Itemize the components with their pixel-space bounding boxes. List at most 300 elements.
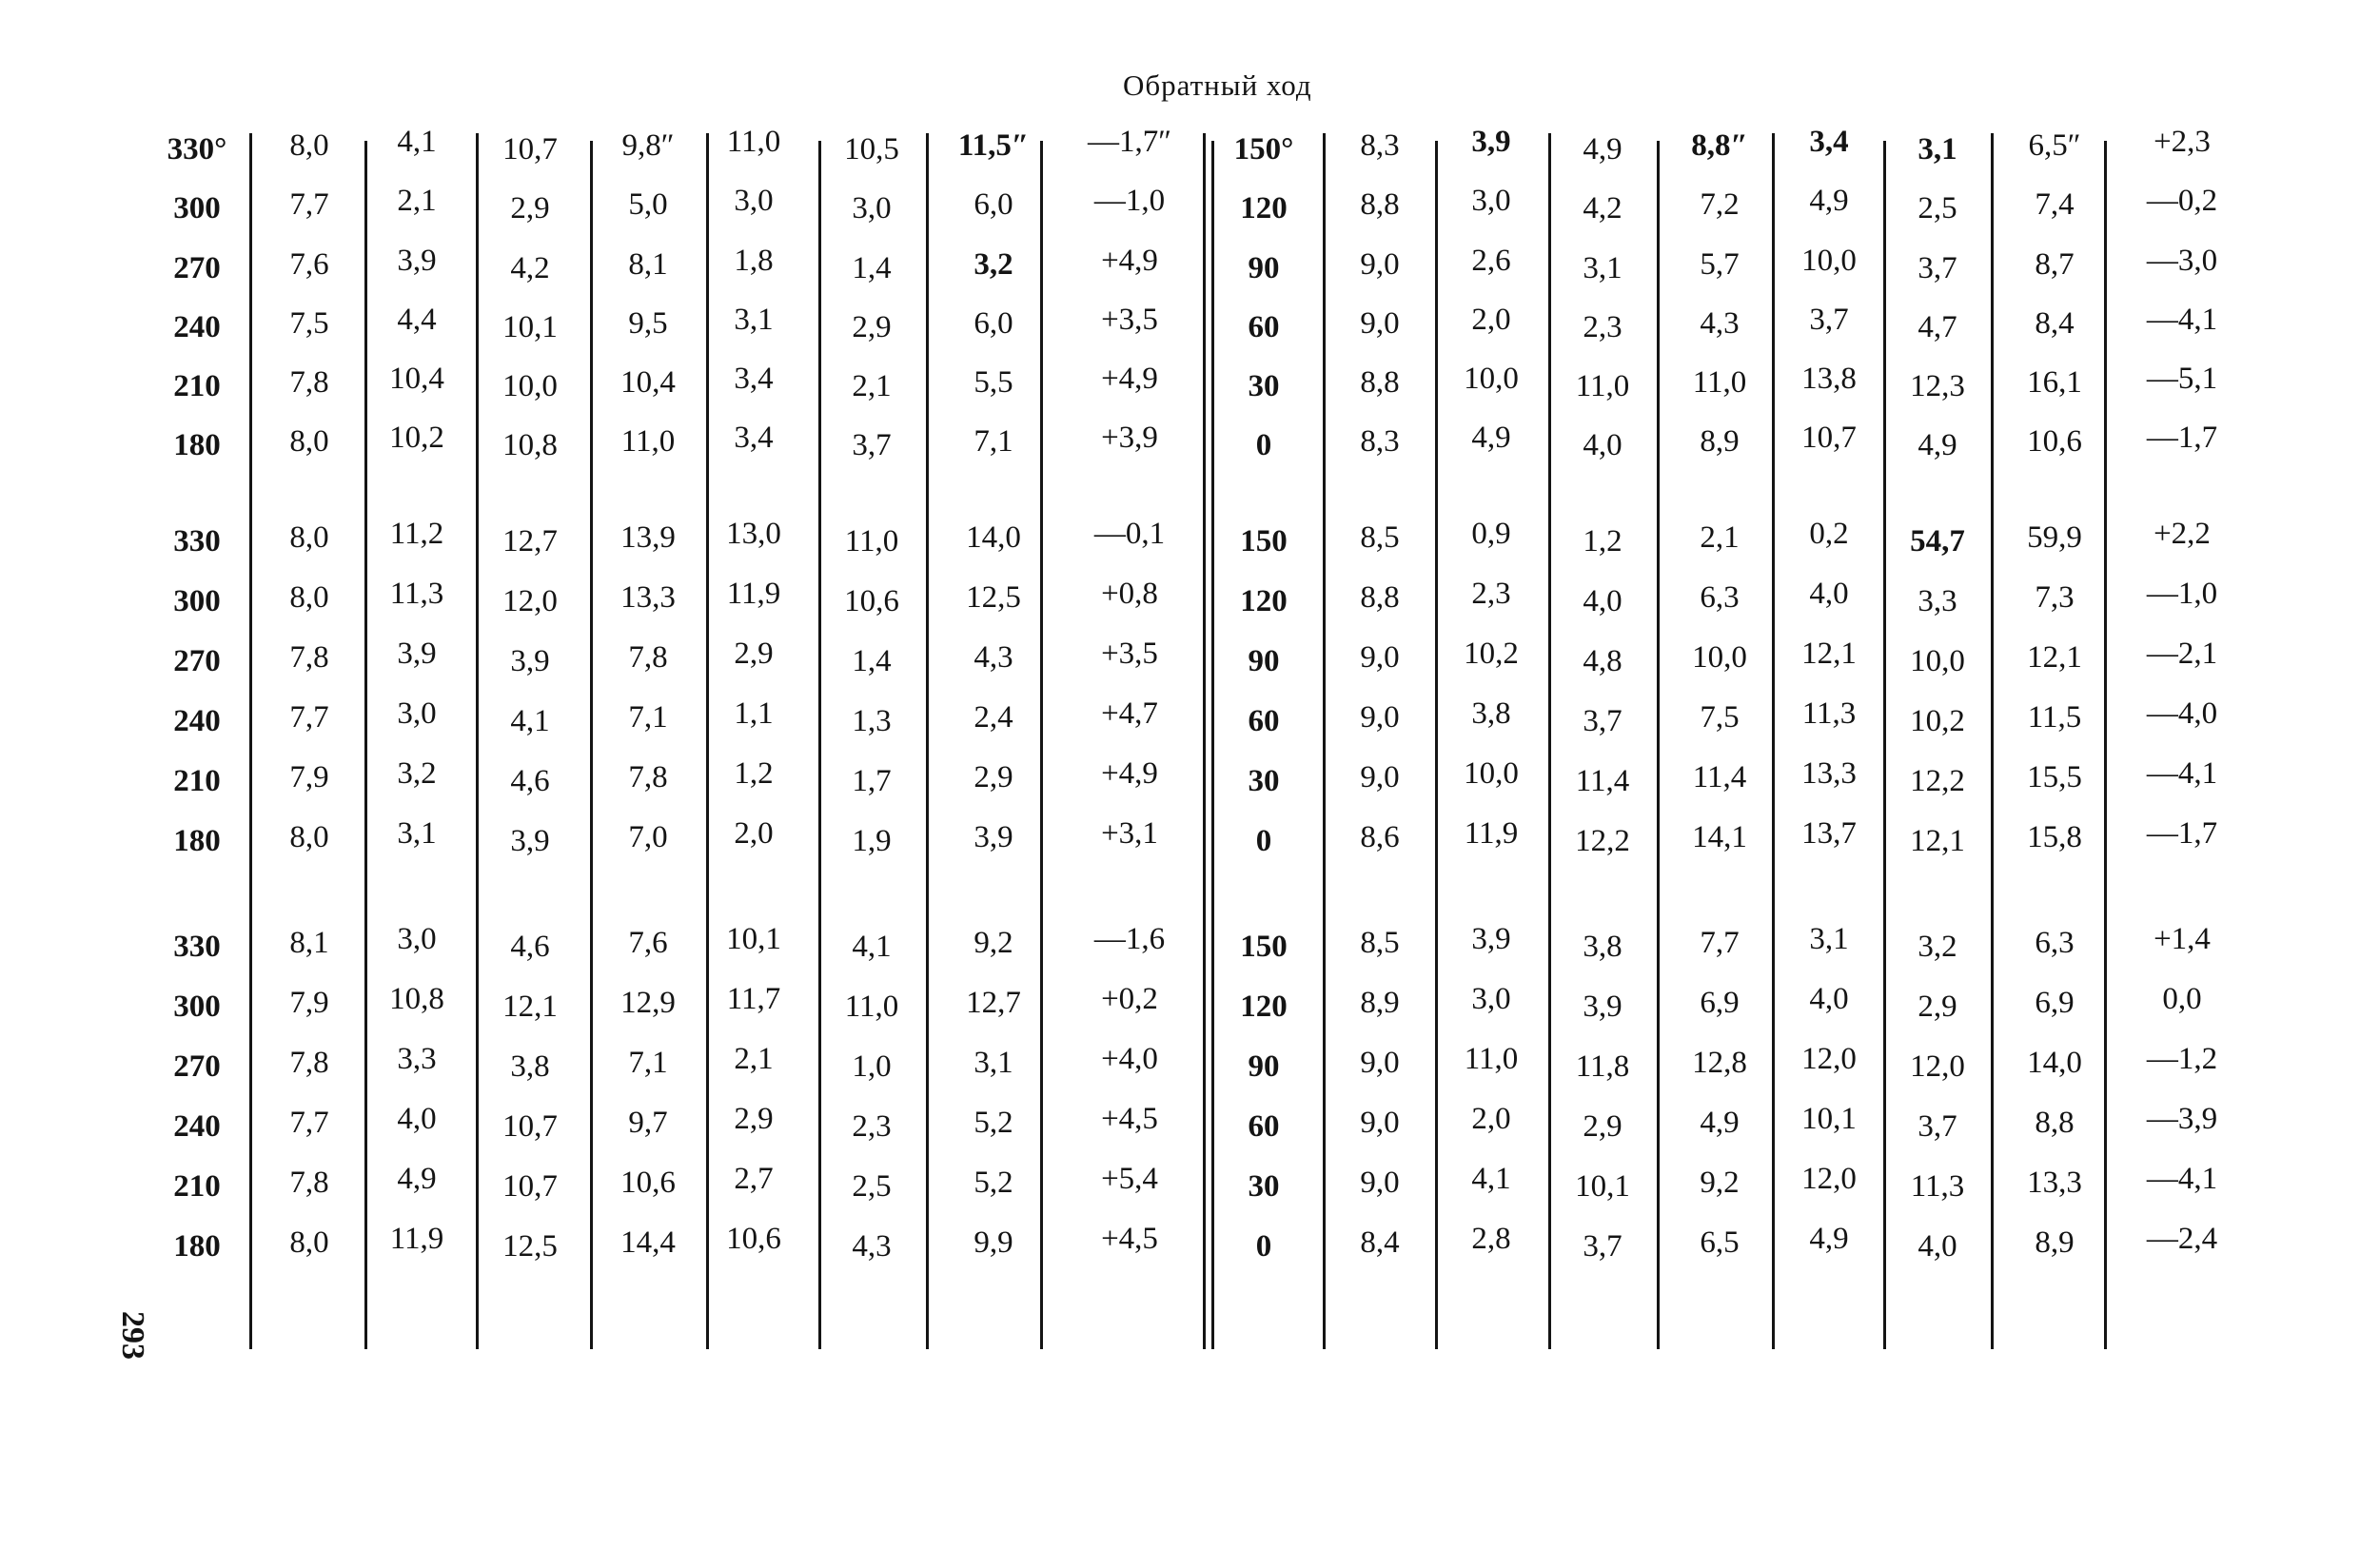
angle-cell: 300: [173, 990, 221, 1024]
table-cell: 7,8: [628, 760, 668, 794]
table-cell: 4,9: [1809, 1222, 1849, 1256]
table-cell: 12,5: [966, 580, 1021, 615]
table-cell: 7,0: [628, 820, 668, 854]
table-cell: 2,9: [852, 310, 892, 344]
table-cell: 7,1: [974, 424, 1013, 459]
table-cell: +4,9: [1101, 756, 1158, 791]
table-cell: +4,5: [1101, 1102, 1158, 1136]
table-cell: 4,0: [1918, 1229, 1957, 1264]
table-cell: 8,5: [1360, 926, 1400, 960]
table-cell: 12,8: [1692, 1046, 1747, 1080]
angle-cell: 300: [173, 191, 221, 225]
table-cell: +4,9: [1101, 362, 1158, 396]
table-cell: 8,5: [1360, 520, 1400, 555]
table-cell: 54,7: [1910, 524, 1965, 559]
table-cell: —1,0: [1093, 184, 1166, 218]
table-cell: 7,3: [2035, 580, 2075, 615]
table-cell: 3,7: [1583, 1229, 1622, 1264]
angle-cell: 240: [173, 1109, 221, 1144]
angle-cell: 210: [173, 764, 221, 798]
table-cell: 8,3: [1360, 424, 1400, 459]
table-cell: 10,2: [389, 421, 444, 455]
table-cell: 8,8: [2035, 1106, 2075, 1140]
table-cell: 3,9: [1471, 125, 1511, 159]
table-cell: 11,0: [620, 424, 676, 459]
table-cell: +3,5: [1101, 637, 1158, 671]
table-cell: +3,1: [1101, 816, 1158, 851]
table-cell: 13,3: [620, 580, 676, 615]
table-cell: 11,7: [726, 982, 781, 1016]
table-cell: 12,0: [1801, 1042, 1857, 1076]
angle-cell: 0: [1255, 824, 1272, 858]
table-cell: —1,0: [2146, 577, 2218, 611]
table-cell: 8,9: [1360, 986, 1400, 1020]
table-cell: 7,8: [628, 640, 668, 675]
table-cell: 10,1: [502, 310, 558, 344]
table-cell: 13,3: [1801, 756, 1857, 791]
table-cell: 9,2: [974, 926, 1013, 960]
table-cell: 11,0: [1575, 369, 1630, 403]
table-cell: 12,5: [502, 1229, 558, 1264]
angle-cell: 0: [1255, 1229, 1272, 1264]
table-cell: 11,2: [389, 517, 444, 551]
table-cell: 6,9: [2035, 986, 2075, 1020]
table-cell: 3,9: [510, 824, 550, 858]
table-cell: 3,7: [1918, 1109, 1957, 1144]
table-cell: 13,9: [620, 520, 676, 555]
table-cell: —0,2: [2146, 184, 2218, 218]
table-cell: 3,0: [1471, 184, 1511, 218]
table-cell: 10,8: [502, 428, 558, 462]
table-cell: 3,1: [397, 816, 437, 851]
table-cell: 0,9: [1471, 517, 1511, 551]
angle-cell: 330: [173, 930, 221, 964]
table-cell: 2,1: [852, 369, 892, 403]
table-cell: 8,4: [2035, 306, 2075, 341]
table-cell: 3,9: [974, 820, 1013, 854]
table-cell: 3,2: [1918, 930, 1957, 964]
table-cell: +1,4: [2154, 922, 2211, 956]
table-cell: 12,3: [1910, 369, 1965, 403]
angle-cell: 30: [1248, 764, 1280, 798]
table-cell: 9,8″: [621, 128, 675, 163]
table-cell: 4,2: [510, 251, 550, 285]
table-cell: 4,0: [1583, 428, 1622, 462]
table-cell: 7,6: [628, 926, 668, 960]
table-cell: 5,5: [974, 365, 1013, 400]
angle-cell: 90: [1248, 644, 1280, 678]
table-cell: 3,7: [1583, 704, 1622, 738]
table-cell: 2,5: [852, 1169, 892, 1204]
table-cell: 7,7: [289, 187, 329, 222]
table-cell: 4,8: [1583, 644, 1622, 678]
table-cell: 6,3: [2035, 926, 2075, 960]
table-cell: 4,6: [510, 764, 550, 798]
table-cell: 11,0: [1464, 1042, 1519, 1076]
table-cell: 7,2: [1700, 187, 1740, 222]
table-cell: 10,2: [1464, 637, 1519, 671]
table-cell: 14,1: [1692, 820, 1747, 854]
table-cell: 8,7: [2035, 247, 2075, 282]
page-number: 293: [115, 1311, 150, 1360]
table-cell: 11,8: [1575, 1049, 1630, 1084]
table-cell: 11,0: [844, 990, 899, 1024]
table-cell: 12,2: [1910, 764, 1965, 798]
column-rule: [926, 133, 929, 1349]
table-cell: 7,5: [1700, 700, 1740, 735]
table-cell: 4,1: [852, 930, 892, 964]
table-cell: 3,9: [397, 244, 437, 278]
table-cell: 9,9: [974, 1225, 1013, 1260]
table-cell: 14,4: [620, 1225, 676, 1260]
column-rule: [1657, 141, 1660, 1349]
table-cell: 10,7: [502, 132, 558, 167]
table-cell: 11,0: [726, 125, 781, 159]
table-cell: 11,5: [2027, 700, 2082, 735]
table-cell: 7,8: [289, 365, 329, 400]
table-cell: 8,9: [2035, 1225, 2075, 1260]
table-cell: 4,0: [1809, 982, 1849, 1016]
table-cell: 2,8: [1471, 1222, 1511, 1256]
table-cell: 5,2: [974, 1106, 1013, 1140]
table-cell: 10,1: [1801, 1102, 1857, 1136]
table-cell: 2,1: [397, 184, 437, 218]
table-cell: 8,6: [1360, 820, 1400, 854]
table-cell: 12,9: [620, 986, 676, 1020]
table-cell: 10,7: [1801, 421, 1857, 455]
table-cell: 2,9: [1918, 990, 1957, 1024]
table-cell: 11,0: [844, 524, 899, 559]
table-cell: 12,0: [502, 584, 558, 618]
table-cell: —5,1: [2146, 362, 2218, 396]
table-cell: 4,9: [1700, 1106, 1740, 1140]
table-cell: 8,4: [1360, 1225, 1400, 1260]
table-cell: 7,7: [1700, 926, 1740, 960]
table-cell: 11,9: [726, 577, 781, 611]
angle-cell: 330°: [167, 132, 227, 167]
table-cell: +0,2: [1101, 982, 1158, 1016]
angle-cell: 300: [173, 584, 221, 618]
table-cell: 9,0: [1360, 640, 1400, 675]
table-cell: 1,4: [852, 644, 892, 678]
table-cell: 5,2: [974, 1166, 1013, 1200]
table-cell: 3,3: [397, 1042, 437, 1076]
table-cell: 7,7: [289, 700, 329, 735]
angle-cell: 90: [1248, 1049, 1280, 1084]
table-cell: 3,8: [1471, 696, 1511, 731]
table-cell: —1,2: [2146, 1042, 2218, 1076]
table-cell: —4,0: [2146, 696, 2218, 731]
table-cell: 2,9: [734, 637, 774, 671]
table-cell: 9,0: [1360, 700, 1400, 735]
table-cell: 10,0: [502, 369, 558, 403]
table-cell: 2,7: [734, 1162, 774, 1196]
table-cell: 13,0: [726, 517, 781, 551]
angle-cell: 30: [1248, 1169, 1280, 1204]
table-cell: 12,0: [1910, 1049, 1965, 1084]
table-cell: 4,0: [397, 1102, 437, 1136]
table-cell: 7,1: [628, 700, 668, 735]
table-cell: 10,6: [726, 1222, 781, 1256]
table-cell: 2,9: [734, 1102, 774, 1136]
table-cell: 9,0: [1360, 760, 1400, 794]
table-cell: 10,6: [2027, 424, 2082, 459]
table-cell: 14,0: [2027, 1046, 2082, 1080]
table-cell: 15,8: [2027, 820, 2082, 854]
table-cell: 1,7: [852, 764, 892, 798]
table-cell: 8,1: [289, 926, 329, 960]
angle-cell: 210: [173, 1169, 221, 1204]
table-cell: 10,0: [1692, 640, 1747, 675]
table-cell: 10,0: [1464, 362, 1519, 396]
table-cell: 8,8: [1360, 365, 1400, 400]
table-cell: 7,6: [289, 247, 329, 282]
angle-cell: 270: [173, 251, 221, 285]
table-cell: 3,0: [397, 922, 437, 956]
table-cell: 9,0: [1360, 1166, 1400, 1200]
table-cell: 7,4: [2035, 187, 2075, 222]
table-cell: 4,3: [974, 640, 1013, 675]
table-cell: 4,9: [1918, 428, 1957, 462]
table-cell: 10,1: [1575, 1169, 1630, 1204]
table-cell: 3,1: [1809, 922, 1849, 956]
table-cell: 1,1: [734, 696, 774, 731]
table-cell: 12,2: [1575, 824, 1630, 858]
angle-cell: 120: [1240, 584, 1288, 618]
table-cell: 3,0: [397, 696, 437, 731]
table-cell: 4,0: [1809, 577, 1849, 611]
table-cell: 15,5: [2027, 760, 2082, 794]
table-cell: +2,2: [2154, 517, 2211, 551]
table-cell: 3,3: [1918, 584, 1957, 618]
table-cell: 2,4: [974, 700, 1013, 735]
table-cell: 10,8: [389, 982, 444, 1016]
angle-cell: 180: [173, 428, 221, 462]
table-cell: —1,6: [1093, 922, 1166, 956]
table-cell: 9,2: [1700, 1166, 1740, 1200]
table-cell: 10,5: [844, 132, 899, 167]
table-cell: 6,0: [974, 187, 1013, 222]
table-cell: +0,8: [1101, 577, 1158, 611]
angle-cell: 60: [1248, 310, 1280, 344]
table-cell: 1,0: [852, 1049, 892, 1084]
table-cell: 8,1: [628, 247, 668, 282]
table-cell: 12,0: [1801, 1162, 1857, 1196]
table-cell: 8,8″: [1691, 128, 1748, 163]
table-cell: 3,7: [1918, 251, 1957, 285]
table-cell: 11,9: [389, 1222, 444, 1256]
table-cell: +2,3: [2154, 125, 2211, 159]
table-cell: 3,0: [1471, 982, 1511, 1016]
table-cell: 12,1: [1801, 637, 1857, 671]
table-cell: 14,0: [966, 520, 1021, 555]
table-cell: —4,1: [2146, 756, 2218, 791]
table-cell: 5,7: [1700, 247, 1740, 282]
table-cell: —1,7″: [1088, 125, 1171, 159]
table-cell: 2,3: [1471, 577, 1511, 611]
table-cell: 3,0: [734, 184, 774, 218]
table-cell: 2,0: [1471, 1102, 1511, 1136]
angle-cell: 30: [1248, 369, 1280, 403]
table-cell: —1,7: [2146, 421, 2218, 455]
table-cell: +5,4: [1101, 1162, 1158, 1196]
table-cell: 9,0: [1360, 306, 1400, 341]
table-cell: 4,4: [397, 303, 437, 337]
table-title: Обратный ход: [1123, 69, 1312, 102]
table-cell: +4,7: [1101, 696, 1158, 731]
table-cell: 2,1: [1700, 520, 1740, 555]
table-cell: 4,3: [852, 1229, 892, 1264]
table-cell: 13,8: [1801, 362, 1857, 396]
table-cell: 3,2: [397, 756, 437, 791]
angle-cell: 210: [173, 369, 221, 403]
table-cell: 2,9: [1583, 1109, 1622, 1144]
table-cell: +3,9: [1101, 421, 1158, 455]
table-cell: 8,9: [1700, 424, 1740, 459]
table-cell: 3,1: [734, 303, 774, 337]
table-cell: 7,5: [289, 306, 329, 341]
table-cell: 6,5: [1700, 1225, 1740, 1260]
angle-cell: 90: [1248, 251, 1280, 285]
table-cell: 8,8: [1360, 187, 1400, 222]
table-cell: 2,5: [1918, 191, 1957, 225]
table-cell: 4,0: [1583, 584, 1622, 618]
table-cell: 3,1: [974, 1046, 1013, 1080]
table-cell: 11,4: [1692, 760, 1747, 794]
table-cell: 1,3: [852, 704, 892, 738]
table-cell: 3,1: [1918, 132, 1957, 167]
table-cell: 10,1: [726, 922, 781, 956]
table-cell: —4,1: [2146, 303, 2218, 337]
table-cell: 7,8: [289, 1166, 329, 1200]
table-cell: 3,7: [852, 428, 892, 462]
angle-cell: 60: [1248, 1109, 1280, 1144]
table-cell: 3,8: [1583, 930, 1622, 964]
table-cell: 7,9: [289, 760, 329, 794]
table-cell: 4,1: [397, 125, 437, 159]
table-cell: 7,1: [628, 1046, 668, 1080]
table-cell: 8,0: [289, 820, 329, 854]
table-cell: 2,6: [1471, 244, 1511, 278]
angle-cell: 270: [173, 1049, 221, 1084]
table-cell: 10,4: [389, 362, 444, 396]
table-cell: 3,1: [1583, 251, 1622, 285]
table-cell: 9,5: [628, 306, 668, 341]
table-cell: —2,1: [2146, 637, 2218, 671]
table-cell: 11,0: [1692, 365, 1747, 400]
table-cell: +4,0: [1101, 1042, 1158, 1076]
table-cell: 10,7: [502, 1109, 558, 1144]
table-cell: +3,5: [1101, 303, 1158, 337]
table-cell: 1,9: [852, 824, 892, 858]
table-cell: 2,0: [1471, 303, 1511, 337]
table-cell: 12,7: [966, 986, 1021, 1020]
table-cell: 11,3: [389, 577, 444, 611]
table-cell: 10,0: [1801, 244, 1857, 278]
table-cell: 1,8: [734, 244, 774, 278]
table-cell: 10,6: [844, 584, 899, 618]
table-cell: 4,9: [397, 1162, 437, 1196]
table-cell: 10,4: [620, 365, 676, 400]
table-cell: 2,9: [974, 760, 1013, 794]
table-cell: —1,7: [2146, 816, 2218, 851]
angle-cell: 60: [1248, 704, 1280, 738]
table-cell: 11,3: [1910, 1169, 1965, 1204]
table-cell: 3,9: [1583, 990, 1622, 1024]
table-cell: 4,3: [1700, 306, 1740, 341]
table-cell: +4,9: [1101, 244, 1158, 278]
angle-cell: 180: [173, 824, 221, 858]
angle-cell: 150: [1240, 524, 1288, 559]
table-cell: 2,1: [734, 1042, 774, 1076]
angle-cell: 240: [173, 704, 221, 738]
table-cell: 7,8: [289, 640, 329, 675]
table-cell: 8,0: [289, 128, 329, 163]
table-cell: 8,0: [289, 580, 329, 615]
angle-cell: 330: [173, 524, 221, 559]
table-cell: 5,0: [628, 187, 668, 222]
angle-cell: 240: [173, 310, 221, 344]
table-cell: 16,1: [2027, 365, 2082, 400]
table-cell: —4,1: [2146, 1162, 2218, 1196]
table-cell: 3,2: [974, 247, 1013, 282]
table-cell: —2,4: [2146, 1222, 2218, 1256]
column-rule: [590, 141, 593, 1349]
table-cell: 7,9: [289, 986, 329, 1020]
table-cell: 2,0: [734, 816, 774, 851]
table-cell: 0,0: [2162, 982, 2202, 1016]
table-cell: 12,7: [502, 524, 558, 559]
table-cell: 4,9: [1583, 132, 1622, 167]
table-cell: 10,2: [1910, 704, 1965, 738]
table-cell: 9,0: [1360, 1046, 1400, 1080]
column-rule: [1203, 133, 1206, 1349]
table-cell: 7,7: [289, 1106, 329, 1140]
table-cell: 4,9: [1471, 421, 1511, 455]
table-cell: 6,3: [1700, 580, 1740, 615]
table-cell: 3,4: [1809, 125, 1849, 159]
table-cell: 0,2: [1809, 517, 1849, 551]
table-cell: 6,9: [1700, 986, 1740, 1020]
angle-cell: 120: [1240, 990, 1288, 1024]
table-cell: 10,6: [620, 1166, 676, 1200]
table-cell: 6,5″: [2028, 128, 2081, 163]
table-cell: 4,1: [1471, 1162, 1511, 1196]
table-cell: 3,9: [397, 637, 437, 671]
table-cell: 13,3: [2027, 1166, 2082, 1200]
angle-cell: 150: [1240, 930, 1288, 964]
table-cell: 11,5″: [957, 128, 1030, 163]
angle-cell: 180: [173, 1229, 221, 1264]
table-cell: 3,4: [734, 362, 774, 396]
table-cell: 13,7: [1801, 816, 1857, 851]
table-cell: +4,5: [1101, 1222, 1158, 1256]
table-cell: 2,3: [852, 1109, 892, 1144]
table-cell: 10,0: [1464, 756, 1519, 791]
table-cell: 3,7: [1809, 303, 1849, 337]
table-cell: 59,9: [2027, 520, 2082, 555]
table-cell: 10,7: [502, 1169, 558, 1204]
table-cell: 4,1: [510, 704, 550, 738]
table-cell: 2,9: [510, 191, 550, 225]
table-cell: 8,0: [289, 520, 329, 555]
table-cell: 3,9: [1471, 922, 1511, 956]
table-cell: 12,1: [1910, 824, 1965, 858]
table-cell: 6,0: [974, 306, 1013, 341]
table-cell: 1,2: [734, 756, 774, 791]
table-cell: 9,7: [628, 1106, 668, 1140]
table-cell: 11,9: [1464, 816, 1519, 851]
